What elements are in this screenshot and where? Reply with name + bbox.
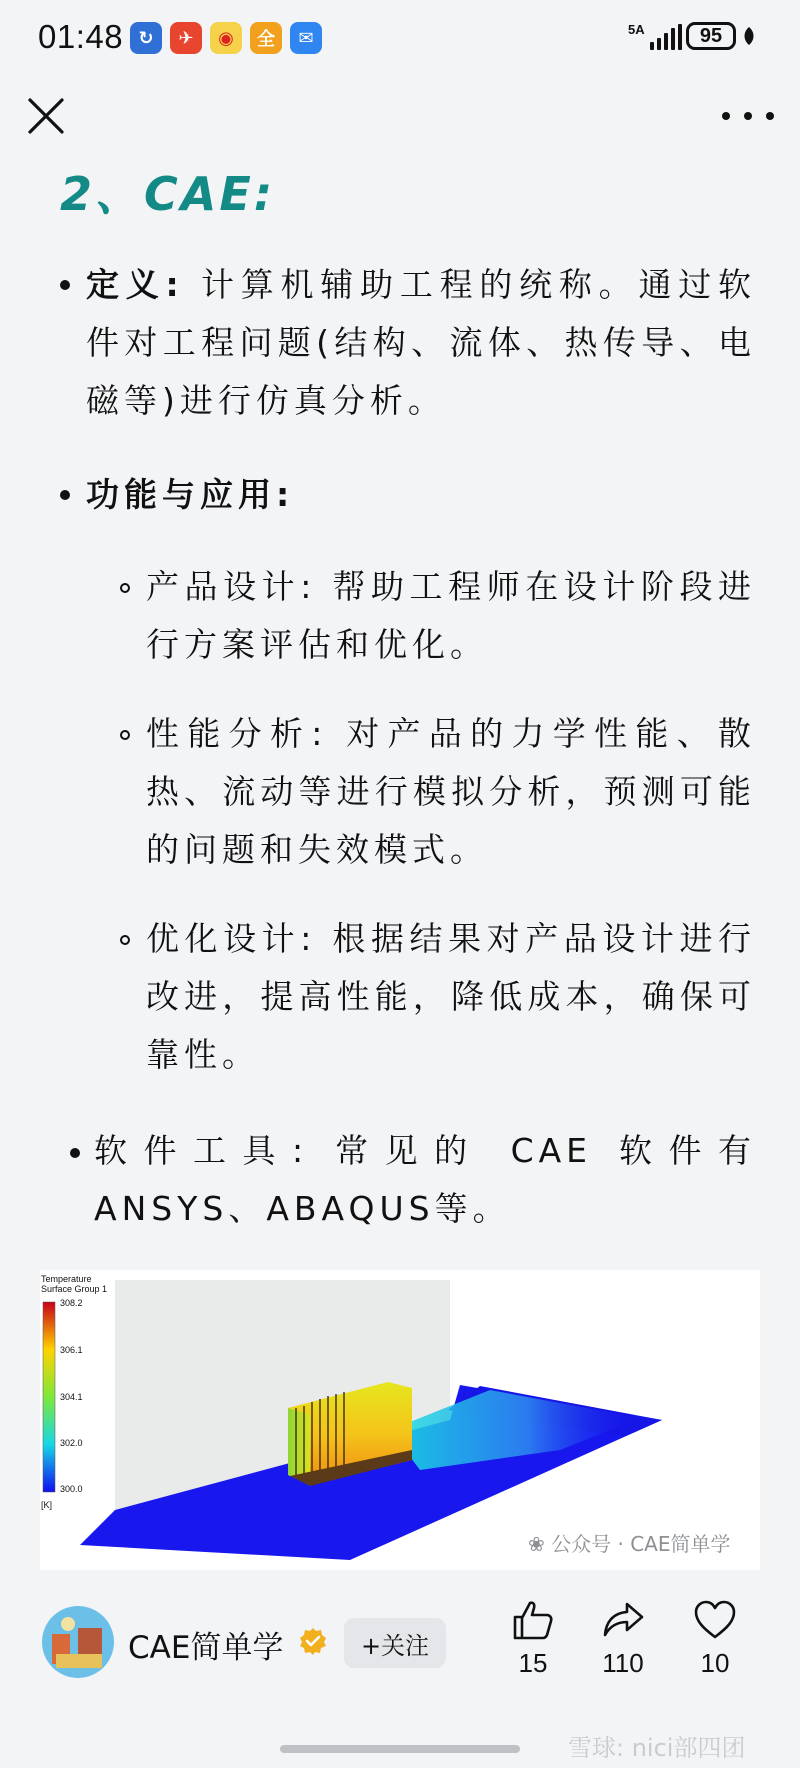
legend-tick: 308.2 xyxy=(60,1298,83,1308)
corner-watermark: 雪球: nici部四团 xyxy=(568,1734,746,1762)
sub-item xyxy=(146,558,756,674)
like-count: 15 xyxy=(518,1648,548,1678)
status-time: 01:48 xyxy=(38,18,124,55)
sub-item-label: 产品设计: xyxy=(146,567,317,606)
sub-item-text: 帮助工程师在设计阶段进行方案评估和优化。 xyxy=(146,567,757,664)
sub-item xyxy=(146,705,756,879)
weibo-icon: ◉ xyxy=(210,22,242,54)
functions-label: 功能与应用: xyxy=(86,475,295,514)
bullet-dot xyxy=(60,280,70,290)
home-indicator[interactable] xyxy=(280,1745,520,1753)
figure-watermark-text: 公众号 · CAE简单学 xyxy=(551,1532,731,1556)
simulation-figure xyxy=(40,1270,760,1570)
software-label: 软件工具: xyxy=(94,1131,309,1170)
share-icon xyxy=(601,1598,645,1642)
share-button[interactable] xyxy=(578,1598,668,1679)
verified-badge-icon xyxy=(298,1626,328,1656)
author-name[interactable]: CAE简单学 xyxy=(128,1630,284,1666)
legend-title: Temperature xyxy=(41,1274,92,1284)
sub-item-label: 性能分析: xyxy=(146,714,328,753)
follow-button[interactable]: +关注 xyxy=(344,1618,446,1668)
app-icon-4: 全 xyxy=(250,22,282,54)
legend-tick: 302.0 xyxy=(60,1438,83,1448)
message-icon: ✉ xyxy=(290,22,322,54)
share-count: 110 xyxy=(602,1648,644,1678)
avatar[interactable] xyxy=(42,1606,114,1678)
figure-watermark xyxy=(528,1528,730,1557)
battery-icon xyxy=(686,22,736,50)
legend-tick: 304.1 xyxy=(60,1392,83,1402)
functions-heading xyxy=(86,466,756,524)
more-icon[interactable] xyxy=(716,104,780,128)
sub-bullet xyxy=(120,583,130,593)
sub-bullet xyxy=(120,730,130,740)
section-title: 2、CAE: xyxy=(60,167,276,221)
heart-icon xyxy=(693,1598,737,1642)
sub-bullet xyxy=(120,935,130,945)
legend-tick: 306.1 xyxy=(60,1345,83,1355)
favorite-button[interactable] xyxy=(670,1598,760,1679)
wechat-icon: ❀ xyxy=(528,1532,545,1556)
close-icon[interactable] xyxy=(26,96,66,136)
sub-item xyxy=(146,910,756,1084)
like-button[interactable] xyxy=(488,1598,578,1679)
notification-icons xyxy=(130,22,322,54)
battery-level: 95 xyxy=(699,24,723,47)
bullet-dot xyxy=(60,490,70,500)
sub-item-text: 根据结果对产品设计进行改进，提高性能，降低成本，确保可靠性。 xyxy=(146,919,757,1074)
thumbs-up-icon xyxy=(511,1598,555,1642)
definition-label: 定义: xyxy=(86,265,184,304)
definition-paragraph xyxy=(86,256,756,430)
signal-icon xyxy=(650,24,682,50)
legend-unit: [K] xyxy=(41,1500,53,1510)
legend-tick: 300.0 xyxy=(60,1484,83,1494)
leaf-icon xyxy=(742,26,756,46)
app-icon-2: ✈ xyxy=(170,22,202,54)
software-text: 常见的 CAE 软件有ANSYS、ABAQUS等。 xyxy=(94,1131,757,1228)
software-paragraph xyxy=(94,1122,756,1238)
status-bar xyxy=(0,0,800,80)
sub-item-text: 对产品的力学性能、散热、流动等进行模拟分析，预测可能的问题和失效模式。 xyxy=(146,714,756,869)
legend-subtitle: Surface Group 1 xyxy=(41,1284,108,1294)
app-icon-1: ↻ xyxy=(130,22,162,54)
favorite-count: 10 xyxy=(700,1648,730,1678)
sub-item-label: 优化设计: xyxy=(146,919,317,958)
bullet-dot xyxy=(70,1148,80,1158)
definition-text: 计算机辅助工程的统称。通过软件对工程问题(结构、流体、热传导、电磁等)进行仿真分析。 xyxy=(86,265,756,420)
network-type: 5A xyxy=(628,22,645,37)
heat-sink-simulation-image xyxy=(40,1270,760,1570)
